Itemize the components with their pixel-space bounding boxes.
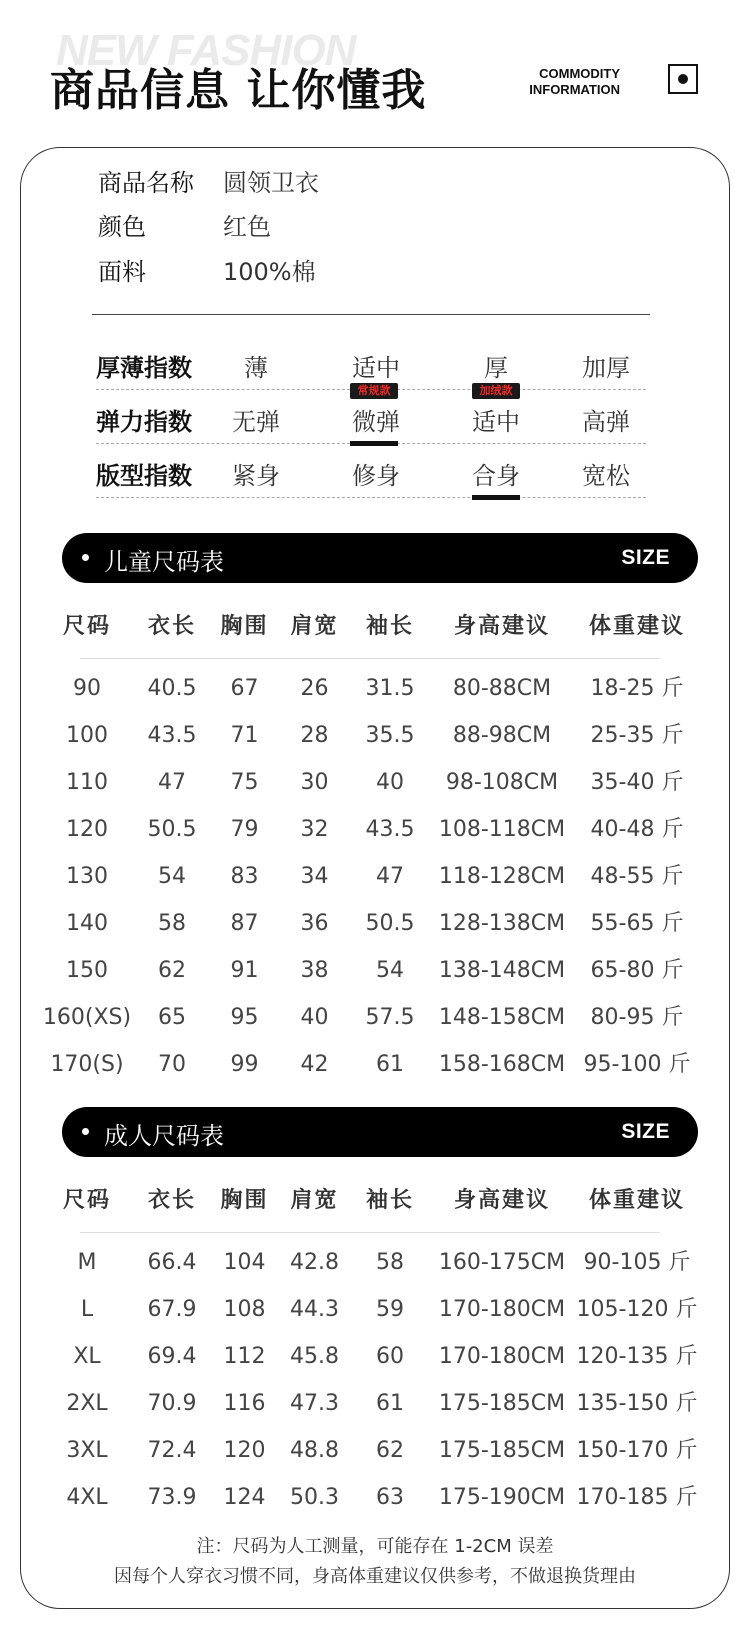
table-cell: 66.4 [147,1250,197,1275]
elasticity-index-label: 弹力指数 [96,408,192,436]
column-header: 衣长 [147,1188,196,1213]
commodity-information-label [529,66,620,98]
product-name-row [98,160,319,200]
table-cell: 67 [230,676,259,701]
elasticity-index-row [96,394,646,444]
fit-selected-bar [472,495,520,500]
table-cell: 47 [158,770,186,795]
page-header [0,0,750,140]
table-cell: 95 [230,1005,259,1030]
table-cell: M [77,1250,97,1275]
table-row [42,994,702,1041]
table-header-row [42,603,702,650]
page-title: 商品信息 让你懂我 [50,65,427,116]
table-cell: 170-185 斤 [576,1485,698,1510]
table-cell: XL [73,1344,101,1369]
table-cell: 28 [300,723,329,748]
table-cell: 128-138CM [438,911,566,936]
table-cell: 61 [376,1052,404,1077]
table-row [42,759,702,806]
table-cell: 120 [66,817,108,842]
table-cell: 43.5 [147,723,197,748]
table-cell: 108 [223,1297,266,1322]
table-cell: 65 [158,1005,186,1030]
table-cell: 58 [376,1250,404,1275]
column-header: 衣长 [147,614,196,639]
thickness-option: 薄 [244,354,268,382]
table-cell: 158-168CM [438,1052,566,1077]
table-cell: 100 [66,723,108,748]
table-cell: 45.8 [290,1344,339,1369]
table-cell: 118-128CM [438,864,566,889]
table-cell: 43.5 [365,817,415,842]
elasticity-option: 无弹 [232,408,280,436]
table-cell: 3XL [66,1438,108,1463]
header-divider [80,658,660,659]
fabric-value: 100%棉 [223,257,316,286]
table-cell: 73.9 [147,1485,197,1510]
table-cell: L [80,1297,94,1322]
table-cell: 67.9 [147,1297,197,1322]
table-cell: 75 [230,770,259,795]
product-name-value: 圆领卫衣 [223,168,319,197]
table-cell: 150 [66,958,108,983]
table-cell: 120-135 斤 [576,1344,698,1369]
elasticity-option-selected: 微弹 [352,408,400,436]
thickness-option: 加厚 [582,354,630,382]
table-cell: 170-180CM [438,1344,566,1369]
elasticity-option: 高弹 [582,408,630,436]
fit-index-row [96,448,646,498]
fleece-style-tag: 加绒款 [472,383,520,399]
table-row [42,1474,702,1521]
table-cell: 59 [376,1297,404,1322]
table-cell: 71 [230,723,259,748]
table-cell: 140 [66,911,108,936]
header-divider [80,1232,660,1233]
table-row [42,1380,702,1427]
table-row [42,1286,702,1333]
elasticity-option: 适中 [472,408,520,436]
table-row [42,1239,702,1286]
table-cell: 116 [223,1391,266,1416]
table-cell: 91 [230,958,259,983]
fit-option-selected: 合身 [472,462,520,490]
table-cell: 30 [300,770,329,795]
elasticity-selected-bar [350,441,398,446]
table-cell: 2XL [66,1391,108,1416]
fit-option: 宽松 [582,462,630,490]
adult-size-title: 成人尺码表 [104,1122,224,1150]
fabric-label: 面料 [98,257,146,286]
table-cell: 32 [300,817,329,842]
size-label: SIZE [621,546,670,569]
bullet-icon [82,1128,89,1135]
kids-size-section-bar [62,533,698,583]
table-cell: 138-148CM [438,958,566,983]
table-cell: 135-150 斤 [576,1391,698,1416]
table-cell: 83 [230,864,259,889]
table-cell: 124 [223,1485,266,1510]
column-header: 胸围 [220,1188,269,1213]
table-cell: 99 [230,1052,259,1077]
table-cell: 57.5 [365,1005,415,1030]
table-cell: 160(XS) [42,1005,132,1030]
table-cell: 130 [66,864,108,889]
table-cell: 175-185CM [438,1438,566,1463]
target-dot-icon [668,64,698,94]
table-cell: 47 [376,864,404,889]
table-row [42,900,702,947]
disclaimer-note: 因每个人穿衣习惯不同，身高体重建议仅供参考，不做退换货理由 [114,1566,636,1587]
table-cell: 70 [158,1052,186,1077]
fit-option: 修身 [352,462,400,490]
fabric-row [98,249,316,289]
table-cell: 108-118CM [438,817,566,842]
table-row [42,665,702,712]
commodity-line-1: COMMODITY [539,66,620,81]
commodity-line-2: INFORMATION [529,82,620,97]
table-cell: 40 [300,1005,329,1030]
table-cell: 170-180CM [438,1297,566,1322]
product-name-label: 商品名称 [98,168,194,197]
column-header: 胸围 [220,614,269,639]
table-cell: 42 [300,1052,329,1077]
column-header: 体重建议 [588,614,685,639]
table-cell: 88-98CM [452,723,552,748]
regular-style-tag: 常规款 [350,383,398,399]
table-cell: 104 [223,1250,266,1275]
column-header: 袖长 [365,1188,414,1213]
table-cell: 148-158CM [438,1005,566,1030]
table-cell: 50.3 [290,1485,339,1510]
table-row [42,712,702,759]
table-cell: 72.4 [147,1438,197,1463]
column-header: 肩宽 [290,614,339,639]
table-cell: 54 [376,958,404,983]
table-cell: 62 [158,958,186,983]
table-cell: 60 [376,1344,404,1369]
table-cell: 105-120 斤 [576,1297,698,1322]
column-header: 体重建议 [588,1188,685,1213]
table-cell: 120 [223,1438,266,1463]
color-row [98,204,271,244]
thickness-index-label: 厚薄指数 [96,354,192,382]
color-value: 红色 [223,212,271,241]
table-cell: 150-170 斤 [576,1438,698,1463]
table-cell: 50.5 [365,911,415,936]
table-cell: 25-35 斤 [590,723,684,748]
table-cell: 80-88CM [452,676,552,701]
table-cell: 18-25 斤 [590,676,684,701]
kids-size-table [42,603,702,1088]
bullet-icon [82,554,89,561]
table-cell: 175-190CM [438,1485,566,1510]
table-row [42,853,702,900]
table-cell: 170(S) [50,1052,124,1077]
size-label: SIZE [621,1120,670,1143]
table-cell: 58 [158,911,186,936]
table-row [42,1333,702,1380]
table-cell: 40-48 斤 [590,817,684,842]
table-cell: 160-175CM [438,1250,566,1275]
table-cell: 112 [223,1344,266,1369]
table-cell: 63 [376,1485,404,1510]
table-row [42,806,702,853]
column-header: 袖长 [365,614,414,639]
background-watermark-text: NEW FASHION [56,26,356,75]
table-row [42,947,702,994]
table-cell: 34 [300,864,329,889]
table-cell: 87 [230,911,259,936]
table-cell: 40.5 [147,676,197,701]
fit-index-label: 版型指数 [96,462,192,490]
table-cell: 61 [376,1391,404,1416]
table-cell: 31.5 [365,676,415,701]
table-cell: 62 [376,1438,404,1463]
column-header: 肩宽 [290,1188,339,1213]
adult-size-section-bar [62,1107,698,1157]
column-header: 身高建议 [453,1188,550,1213]
table-cell: 47.3 [290,1391,339,1416]
adult-size-table [42,1177,702,1521]
table-row [42,1041,702,1088]
dashed-line [96,497,646,498]
table-cell: 98-108CM [445,770,559,795]
column-header: 身高建议 [453,614,550,639]
table-cell: 48-55 斤 [590,864,684,889]
table-cell: 40 [376,770,404,795]
column-header: 尺码 [62,1188,111,1213]
kids-size-title: 儿童尺码表 [104,548,224,576]
color-label: 颜色 [98,212,146,241]
table-cell: 80-95 斤 [590,1005,684,1030]
table-cell: 69.4 [147,1344,197,1369]
measurement-note: 注：尺码为人工测量，可能存在 1-2CM 误差 [196,1536,554,1557]
table-cell: 54 [158,864,186,889]
fit-option: 紧身 [232,462,280,490]
table-cell: 90 [73,676,101,701]
table-cell: 65-80 斤 [590,958,684,983]
table-cell: 35.5 [365,723,415,748]
table-cell: 4XL [66,1485,108,1510]
column-header: 尺码 [62,614,111,639]
table-cell: 36 [300,911,329,936]
table-cell: 50.5 [147,817,197,842]
info-divider [92,314,650,315]
table-header-row [42,1177,702,1224]
table-cell: 38 [300,958,329,983]
table-cell: 35-40 斤 [590,770,684,795]
table-cell: 26 [300,676,329,701]
table-cell: 90-105 斤 [583,1250,691,1275]
table-cell: 95-100 斤 [583,1052,691,1077]
table-cell: 44.3 [290,1297,339,1322]
table-cell: 55-65 斤 [590,911,684,936]
table-cell: 175-185CM [438,1391,566,1416]
table-row [42,1427,702,1474]
table-cell: 42.8 [290,1250,339,1275]
thickness-option: 厚 [484,354,508,382]
table-cell: 79 [230,817,259,842]
table-cell: 110 [66,770,108,795]
thickness-option: 适中 [352,354,400,382]
table-cell: 48.8 [290,1438,339,1463]
table-cell: 70.9 [147,1391,197,1416]
